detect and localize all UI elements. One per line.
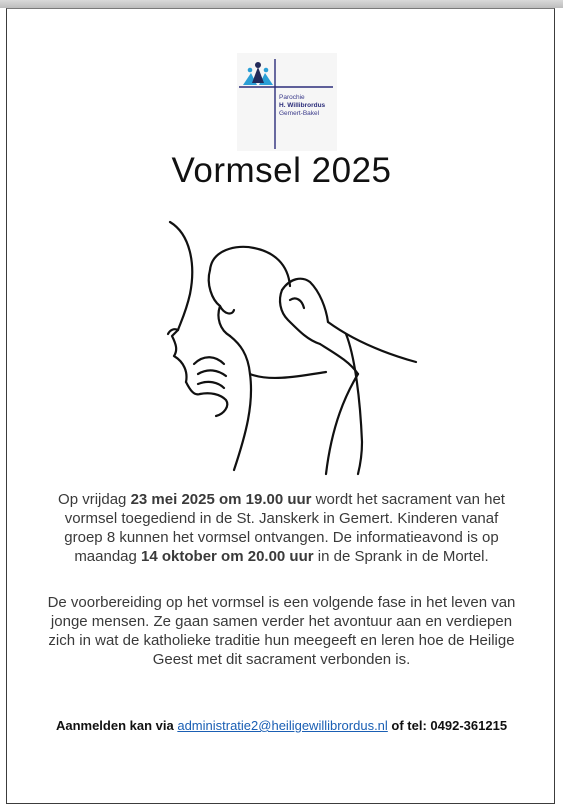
logo-text-name: H. Willibrordus: [279, 102, 326, 109]
intro-text-2: wordt het sacrament van het vormsel toegediend in de St. Janskerk in Gemert. Kinderen vanaf groep 8 kunnen het vormsel ontvangen. De informatieavond is op maandag: [64, 491, 505, 565]
intro-paragraph: [47, 490, 516, 566]
parish-logo: [237, 53, 337, 151]
preparation-paragraph: De voorbereiding op het vormsel is een volgende fase in het leven van jonge mensen. Ze gaan samen verder het avontuur aan en verdiepen zich in wat de katholieke traditie hun meegeeft en leren hoe de Heilige Geest met dit sacrament verbonden is.: [47, 594, 516, 668]
signup-suffix: of tel: 0492-361215: [387, 718, 508, 733]
window-top-bar: [0, 0, 563, 8]
confirmation-illustration: [150, 204, 418, 476]
confirmation-date: 23 mei 2025 om 19.00 uur: [130, 491, 312, 508]
intro-text-3: in de Sprank in de Mortel.: [313, 548, 489, 565]
signup-email-link[interactable]: administratie2@heiligewillibrordus.nl: [177, 718, 388, 733]
page-title: Vormsel 2025: [171, 151, 392, 190]
logo-text-location: Gemert-Bakel: [279, 110, 320, 117]
intro-text-1: Op vrijdag: [58, 491, 131, 508]
logo-text-parochie: Parochie: [279, 94, 305, 101]
signup-line: [47, 716, 516, 736]
document-page: [6, 8, 555, 804]
info-evening-date: 14 oktober om 20.00 uur: [141, 548, 314, 565]
signup-prefix: Aanmelden kan via: [55, 718, 178, 733]
confirmation-blessing-icon: [150, 204, 418, 476]
